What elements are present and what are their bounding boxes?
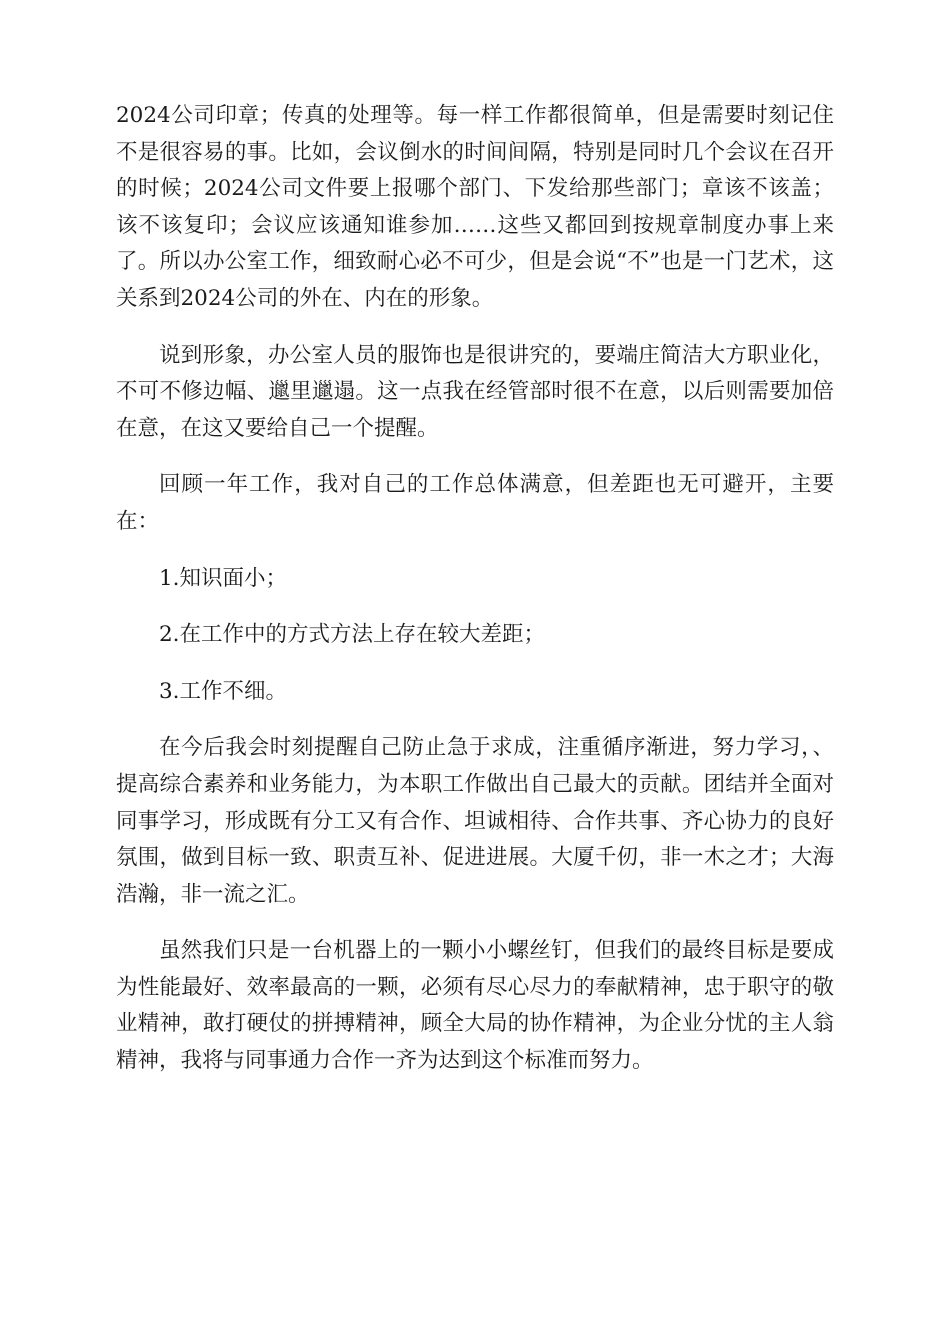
list-item-1: 1.知识面小； [159,565,288,591]
paragraph-3: 回顾一年工作，我对自己的工作总体满意，但差距也无可避开，主要在： [116,472,834,534]
paragraph-2: 说到形象，办公室人员的服饰也是很讲究的，要端庄简洁大方职业化，不可不修边幅、邋里邋遢。这一点我在经管部时很不在意，以后则需要加倍在意，在这又要给自己一个提醒。 [116,342,834,441]
paragraph-1: 2024公司印章；传真的处理等。每一样工作都很简单，但是需要时刻记住不是很容易的事。比如，会议倒水的时间间隔，特别是同时几个会议在召开的时候；2024公司文件要上报哪个部门、下发给那些部门；章该不该盖；该不该复印；会议应该通知谁参加……这些又都回到按规章制度办事上来了。所以办公室工作，细致耐心必不可少，但是会说“不”也是一门艺术，这关系到2024公司的外在、内在的形象。 [116,103,834,311]
paragraph-5: 虽然我们只是一台机器上的一颗小小螺丝钉，但我们的最终目标是要成为性能最好、效率最高的一颗，必须有尽心尽力的奉献精神，忠于职守的敬业精神，敢打硬仗的拼搏精神，顾全大局的协作精神，为企业分忧的主人翁精神，我将与同事通力合作一齐为达到这个标准而努力。 [116,938,834,1074]
paragraph-4: 在今后我会时刻提醒自己防止急于求成，注重循序渐进，努力学习，、提高综合素养和业务能力，为本职工作做出自己最大的贡献。团结并全面对同事学习，形成既有分工又有合作、坦诚相待、合作共事、齐心协力的良好氛围，做到目标一致、职责互补、促进进展。大厦千仞，非一木之才；大海浩瀚，非一流之汇。 [116,735,834,907]
document-page [116,98,834,1100]
list-item-2: 2.在工作中的方式方法上存在较大差距； [159,622,546,648]
list-item-3: 3.工作不细。 [159,678,288,704]
